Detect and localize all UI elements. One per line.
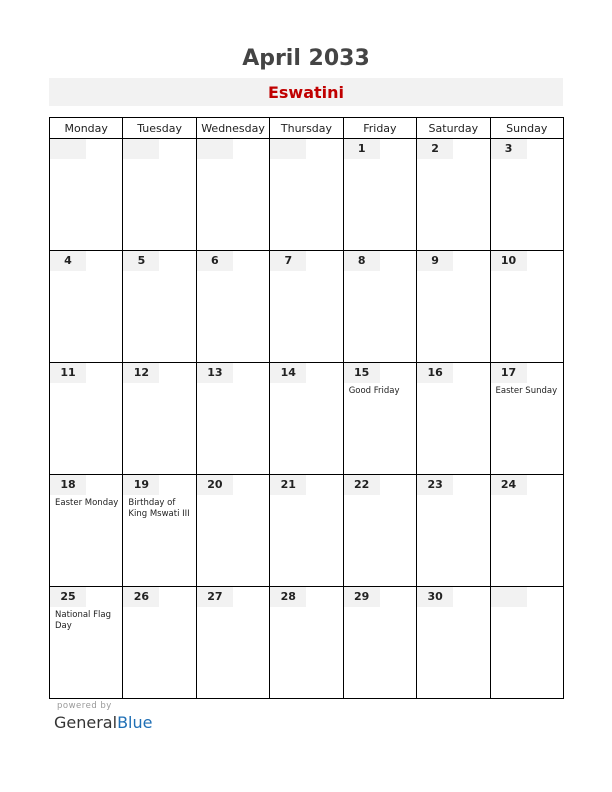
calendar-grid (49, 117, 564, 699)
day-cell (270, 475, 343, 587)
day-cell (417, 363, 490, 475)
day-number: 12 (123, 363, 159, 383)
holiday-label (197, 159, 269, 162)
holiday-label (123, 271, 195, 274)
day-number: 23 (417, 475, 453, 495)
day-number: 11 (50, 363, 86, 383)
holiday-label (491, 159, 563, 162)
day-number: 10 (491, 251, 527, 271)
weekday-header: Thursday (270, 118, 343, 139)
weekday-header-row (50, 118, 564, 139)
week-row (50, 587, 564, 699)
weekday-header: Saturday (417, 118, 490, 139)
day-number: 1 (344, 139, 380, 159)
day-number: 19 (123, 475, 159, 495)
day-cell (490, 251, 563, 363)
holiday-label (270, 607, 342, 610)
day-cell (123, 363, 196, 475)
holiday-label (344, 271, 416, 274)
day-number: 14 (270, 363, 306, 383)
day-cell (123, 587, 196, 699)
day-cell (343, 587, 416, 699)
week-row (50, 363, 564, 475)
day-number: 27 (197, 587, 233, 607)
holiday-label (270, 495, 342, 498)
day-cell (417, 475, 490, 587)
holiday-label (197, 383, 269, 386)
holiday-label (50, 383, 122, 386)
holiday-label (491, 271, 563, 274)
holiday-label (417, 159, 489, 162)
holiday-label (270, 271, 342, 274)
day-cell (123, 251, 196, 363)
day-cell (50, 251, 123, 363)
holiday-label (197, 607, 269, 610)
holiday-label (344, 607, 416, 610)
day-cell (343, 363, 416, 475)
day-cell (343, 475, 416, 587)
week-row (50, 251, 564, 363)
day-number: 21 (270, 475, 306, 495)
holiday-label (123, 159, 195, 162)
day-cell (343, 139, 416, 251)
day-cell (417, 587, 490, 699)
holiday-label: Easter Sunday (495, 386, 558, 396)
country-banner (49, 78, 563, 106)
day-cell (270, 251, 343, 363)
calendar-title: April 2033 (242, 46, 370, 71)
day-number (197, 139, 233, 159)
holiday-label (123, 383, 195, 386)
day-cell (196, 251, 269, 363)
day-number: 22 (344, 475, 380, 495)
day-number: 9 (417, 251, 453, 271)
weekday-header: Friday (343, 118, 416, 139)
day-number: 13 (197, 363, 233, 383)
day-number: 16 (417, 363, 453, 383)
day-cell (270, 363, 343, 475)
day-cell (50, 139, 123, 251)
day-number: 18 (50, 475, 86, 495)
holiday-label (417, 271, 489, 274)
day-cell (123, 475, 196, 587)
day-number: 5 (123, 251, 159, 271)
weekday-header: Monday (50, 118, 123, 139)
holiday-label (270, 383, 342, 386)
day-cell (490, 363, 563, 475)
day-cell (417, 139, 490, 251)
day-cell (196, 587, 269, 699)
day-number: 2 (417, 139, 453, 159)
holiday-label (344, 495, 416, 498)
day-number: 6 (197, 251, 233, 271)
weekday-header: Tuesday (123, 118, 196, 139)
holiday-label (491, 495, 563, 498)
day-number: 8 (344, 251, 380, 271)
day-cell (417, 251, 490, 363)
holiday-label (417, 607, 489, 610)
day-number: 29 (344, 587, 380, 607)
day-cell (196, 475, 269, 587)
day-cell (343, 251, 416, 363)
day-number: 28 (270, 587, 306, 607)
holiday-label (491, 607, 563, 610)
brand-general: General (54, 713, 118, 732)
holiday-label (197, 495, 269, 498)
holiday-label (417, 383, 489, 386)
day-number: 3 (491, 139, 527, 159)
holiday-label (123, 607, 195, 610)
day-number (123, 139, 159, 159)
day-number (50, 139, 86, 159)
holiday-label (197, 271, 269, 274)
day-number: 25 (50, 587, 86, 607)
day-number: 20 (197, 475, 233, 495)
country-name: Eswatini (267, 83, 345, 102)
day-cell (490, 587, 563, 699)
day-number: 26 (123, 587, 159, 607)
day-cell (490, 139, 563, 251)
day-cell (50, 587, 123, 699)
day-number: 30 (417, 587, 453, 607)
day-cell (123, 139, 196, 251)
day-number: 17 (491, 363, 527, 383)
weekday-header: Sunday (490, 118, 563, 139)
day-cell (50, 475, 123, 587)
day-cell (490, 475, 563, 587)
day-number (491, 587, 527, 607)
week-row (50, 139, 564, 251)
day-number (270, 139, 306, 159)
holiday-label: National Flag Day (55, 610, 111, 631)
day-number: 24 (491, 475, 527, 495)
holiday-label: Easter Monday (55, 498, 119, 508)
day-number: 15 (344, 363, 380, 383)
holiday-label (50, 159, 122, 162)
weekday-header: Wednesday (196, 118, 269, 139)
day-number: 7 (270, 251, 306, 271)
day-cell (50, 363, 123, 475)
holiday-label: Birthday of King Mswati III (128, 498, 190, 519)
brand-blue: Blue (117, 713, 153, 732)
day-number: 4 (50, 251, 86, 271)
holiday-label (417, 495, 489, 498)
week-row (50, 475, 564, 587)
day-cell (196, 363, 269, 475)
day-cell (270, 139, 343, 251)
day-cell (270, 587, 343, 699)
holiday-label: Good Friday (348, 386, 400, 396)
brand-logo[interactable] (54, 713, 152, 732)
day-cell (196, 139, 269, 251)
powered-by-text: powered by (57, 701, 112, 711)
holiday-label (50, 271, 122, 274)
holiday-label (270, 159, 342, 162)
holiday-label (344, 159, 416, 162)
